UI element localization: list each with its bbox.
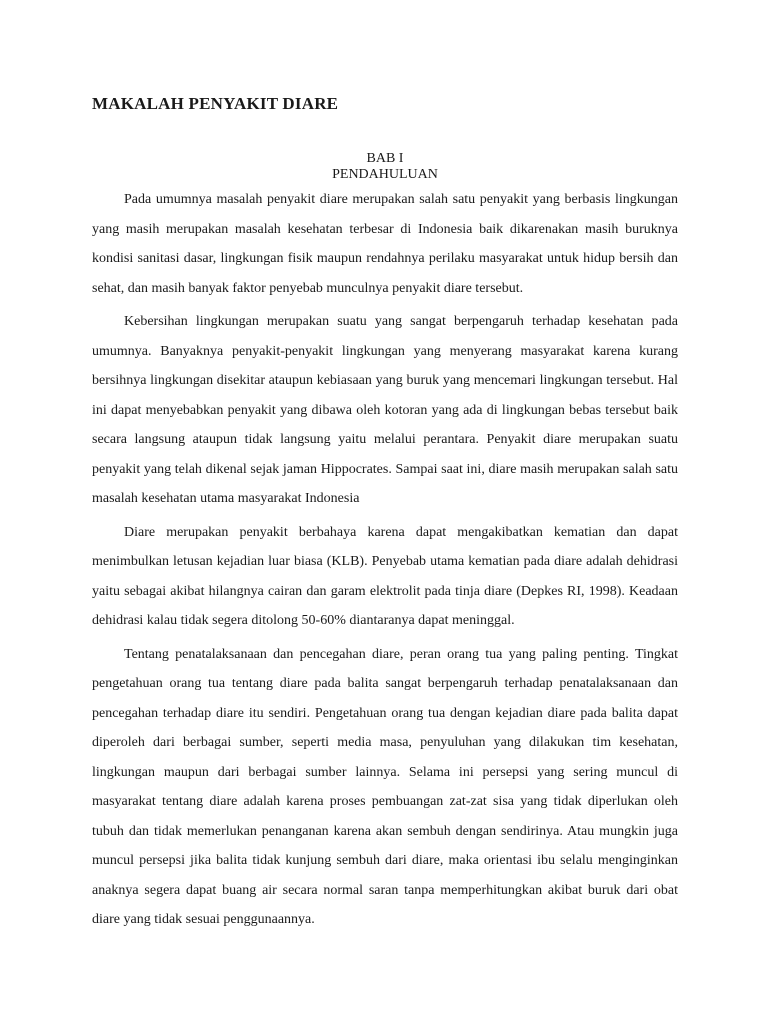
document-title: MAKALAH PENYAKIT DIARE [92, 94, 339, 113]
paragraph: Kebersihan lingkungan merupakan suatu yang sangat berpengaruh terhadap kesehatan pada umumnya. Banyaknya penyakit-penyakit lingkungan yang menyerang masyarakat karena kurang bersihnya lingkungan disekitar ataupun kebiasaan yang buruk yang mencemari lingkungan tersebut. Hal ini dapat menyebabkan penyakit yang dibawa oleh kotoran yang ada di lingkungan bebas tersebut baik secara langsung ataupun tidak langsung yaitu melalui perantara. Penyakit diare merupakan suatu penyakit yang telah dikenal sejak jaman Hippocrates. Sampai saat ini, diare masih merupakan salah satu masalah kesehatan utama masyarakat Indonesia [92, 314, 678, 506]
paragraph: Pada umumnya masalah penyakit diare merupakan salah satu penyakit yang berbasis lingkungan yang masih merupakan masalah kesehatan terbesar di Indonesia baik dikarenakan masih buruknya kondisi sanitasi dasar, lingkungan fisik maupun rendahnya perilaku masyarakat untuk hidup bersih dan sehat, dan masih banyak faktor penyebab munculnya penyakit diare tersebut. [92, 192, 678, 296]
paragraph: Diare merupakan penyakit berbahaya karena dapat mengakibatkan kematian dan dapat menimbulkan letusan kejadian luar biasa (KLB). Penyebab utama kematian pada diare adalah dehidrasi yaitu sebagai akibat hilangnya cairan dan garam elektrolit pada tinja diare (Depkes RI, 1998). Keadaan dehidrasi kalau tidak segera ditolong 50-60% diantaranya dapat meninggal. [92, 524, 678, 628]
chapter-title: PENDAHULUAN [332, 167, 438, 182]
chapter-heading [92, 151, 678, 183]
paragraph: Tentang penatalaksanaan dan pencegahan diare, peran orang tua yang paling penting. Tingkat pengetahuan orang tua tentang diare pada balita sangat berpengaruh terhadap penatalaksanaan dan pencegahan terhadap diare itu sendiri. Pengetahuan orang tua dengan kejadian diare pada balita dapat diperoleh dari berbagai sumber, seperti media masa, penyuluhan yang dilakukan tim kesehatan, lingkungan maupun dari berbagai sumber lainnya. Selama ini persepsi yang sering muncul di masyarakat tentang diare adalah karena proses pembuangan zat-zat sisa yang tidak diperlukan oleh tubuh dan tidak memerlukan penanganan karena akan sembuh dengan sendirinya. Atau mungkin juga muncul persepsi jika balita tidak kunjung sembuh dari diare, maka orientasi ibu selalu menginginkan anaknya segera dapat buang air secara normal saran tanpa memperhitungkan akibat buruk dari obat diare yang tidak sesuai penggunaannya. [92, 646, 678, 927]
document-page [92, 93, 678, 939]
body-text [92, 185, 678, 935]
chapter-number: BAB I [366, 151, 404, 166]
